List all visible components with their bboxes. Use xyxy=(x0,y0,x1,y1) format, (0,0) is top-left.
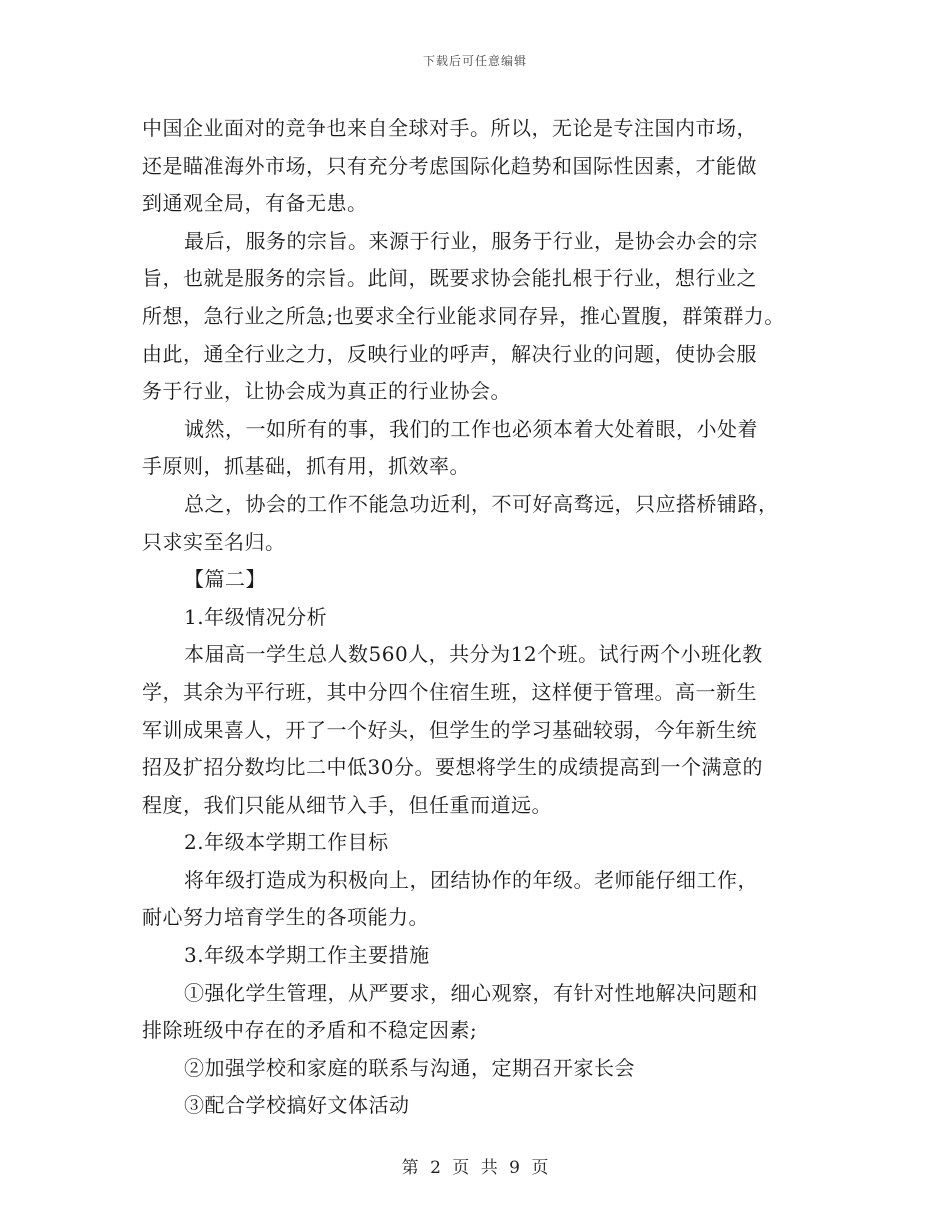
text-line: 耐心努力培育学生的各项能力。 xyxy=(142,905,429,930)
text-line: 手原则，抓基础，抓有用，抓效率。 xyxy=(142,454,470,479)
text-line: 程度，我们只能从细节入手，但任重而道远。 xyxy=(142,792,552,817)
text-line: 总之，协会的工作不能急功近利，不可好高骛远，只应搭桥铺路， xyxy=(184,491,779,516)
text-line: 将年级打造成为积极向上，团结协作的年级。老师能仔细工作， xyxy=(184,867,758,892)
text-line: 学，其余为平行班，其中分四个住宿生班，这样便于管理。高一新生 xyxy=(142,679,757,704)
page-footer: 第 2 页 共 9 页 xyxy=(401,1158,549,1178)
body-text xyxy=(142,110,832,1125)
text-line: 2.年级本学期工作目标 xyxy=(184,830,389,855)
page-header: 下载后可任意编辑 xyxy=(422,54,527,68)
text-line: 最后，服务的宗旨。来源于行业，服务于行业，是协会办会的宗 xyxy=(184,228,758,253)
text-line: 旨，也就是服务的宗旨。此间，既要求协会能扎根于行业，想行业之 xyxy=(142,266,757,291)
text-line: 务于行业，让协会成为真正的行业协会。 xyxy=(142,379,511,404)
text-line: 还是瞄准海外市场，只有充分考虑国际化趋势和国际性因素，才能做 xyxy=(142,153,757,178)
text-line: 本届高一学生总人数560人，共分为12个班。试行两个小班化教 xyxy=(184,642,763,667)
text-line: 军训成果喜人，开了一个好头，但学生的学习基础较弱，今年新生统 xyxy=(142,717,757,742)
text-line: 诚然，一如所有的事，我们的工作也必须本着大处着眼，小处着 xyxy=(184,416,758,441)
text-line: 所想，急行业之所急;也要求全行业能求同存异，推心置腹，群策群力。 xyxy=(142,303,785,328)
text-line: 招及扩招分数均比二中低30分。要想将学生的成绩提高到一个满意的 xyxy=(142,755,763,780)
text-line: 只求实至名归。 xyxy=(142,529,286,554)
text-line: 排除班级中存在的矛盾和不稳定因素; xyxy=(142,1018,478,1043)
text-line: 中国企业面对的竞争也来自全球对手。所以，无论是专注国内市场， xyxy=(142,116,757,140)
text-line: 到通观全局，有备无患。 xyxy=(142,191,368,216)
text-line: 【篇二】 xyxy=(184,567,266,592)
text-line: ③配合学校搞好文体活动 xyxy=(184,1093,410,1118)
text-line: ②加强学校和家庭的联系与沟通，定期召开家长会 xyxy=(184,1055,635,1080)
text-line: 3.年级本学期工作主要措施 xyxy=(184,943,430,968)
text-line: 1.年级情况分析 xyxy=(184,604,328,629)
text-line: 由此，通全行业之力，反映行业的呼声，解决行业的问题，使协会服 xyxy=(142,341,757,366)
text-line: ①强化学生管理，从严要求，细心观察，有针对性地解决问题和 xyxy=(184,980,758,1005)
